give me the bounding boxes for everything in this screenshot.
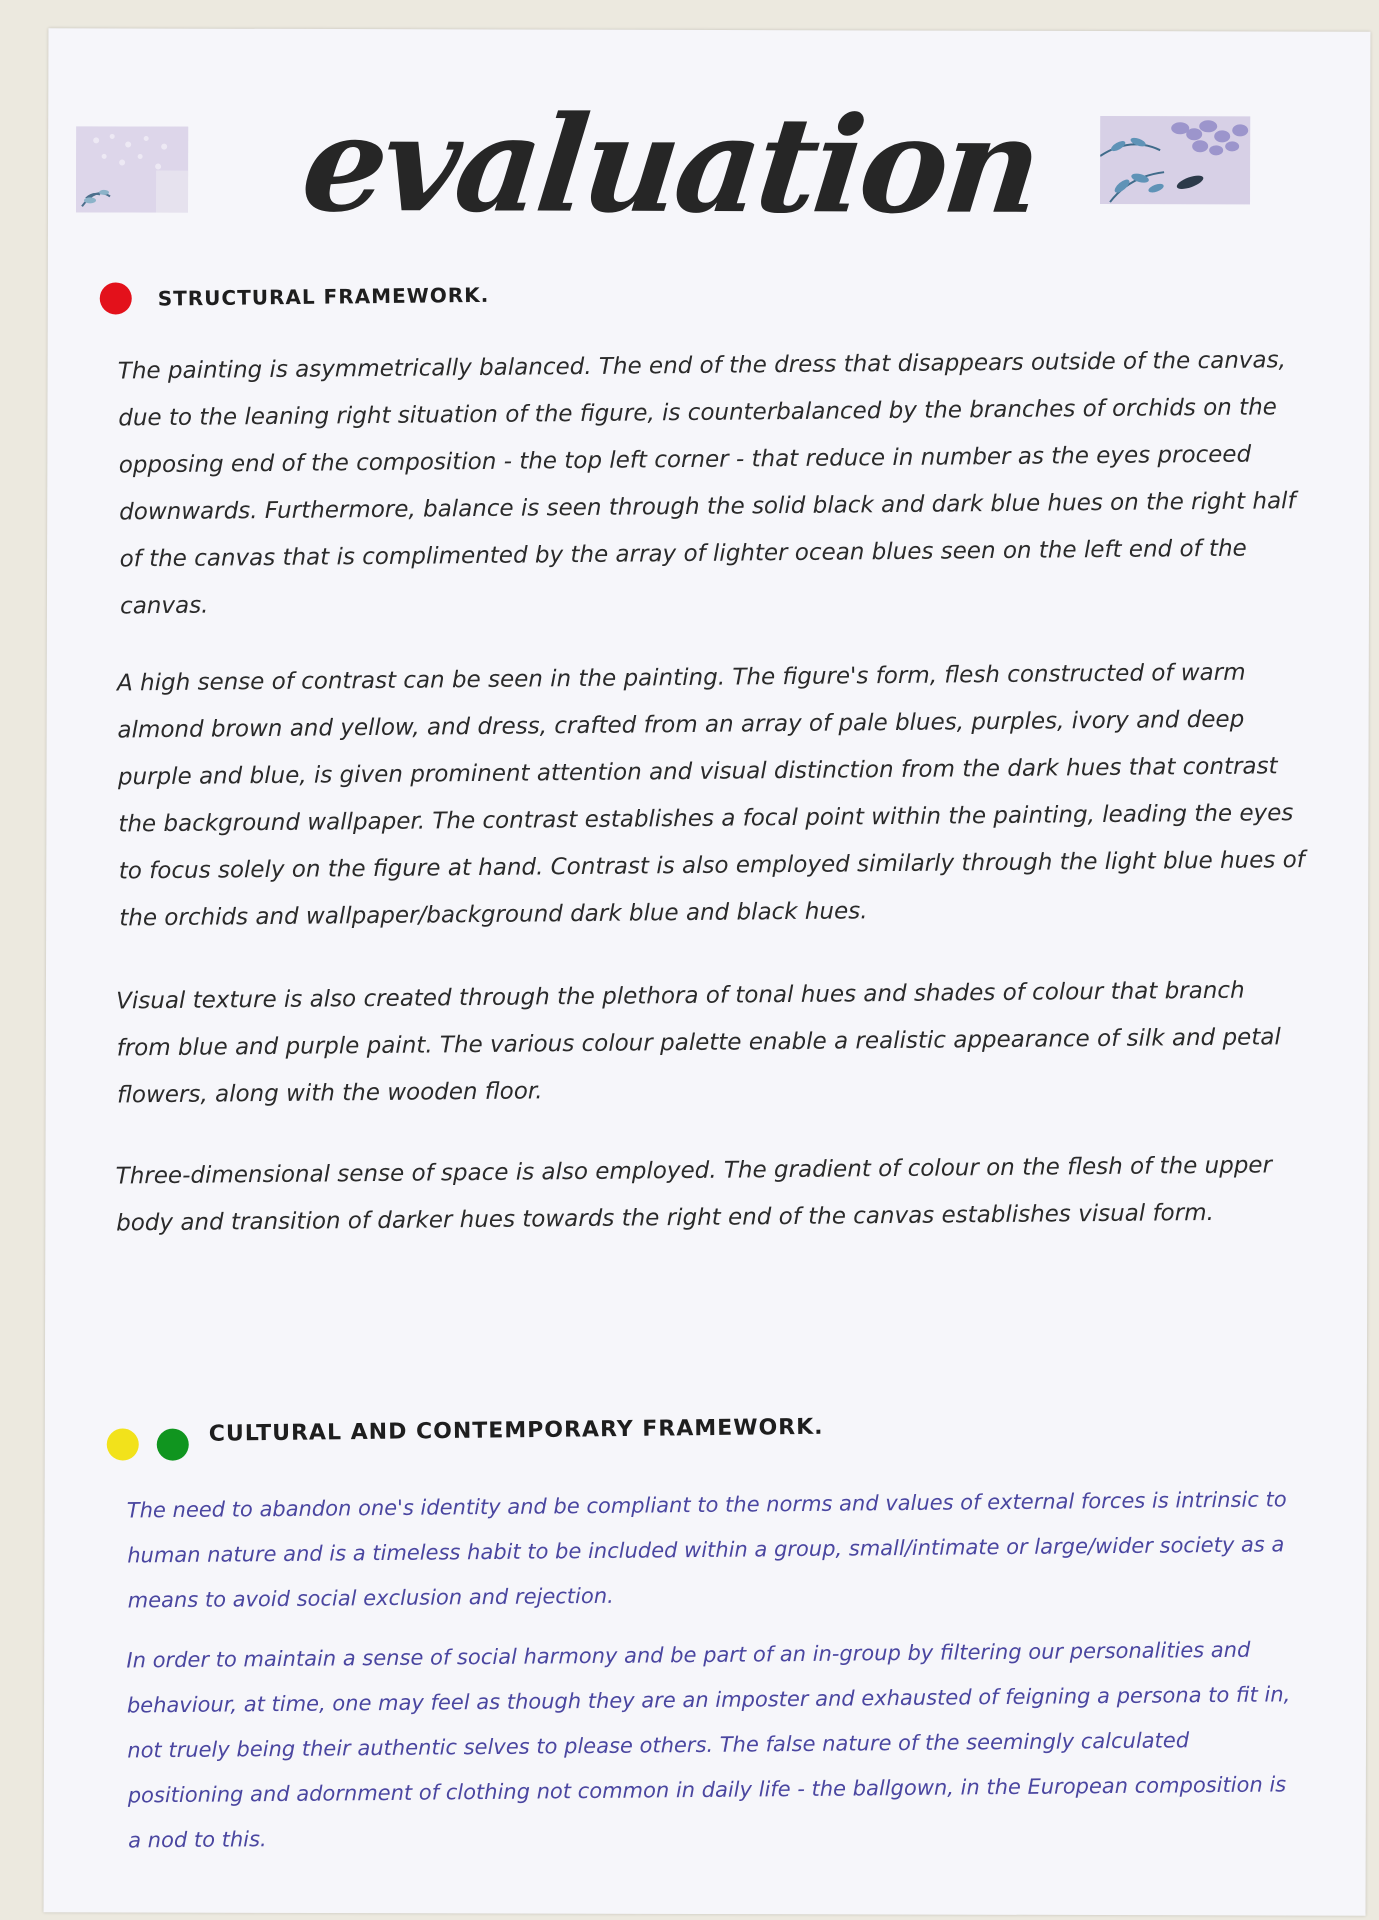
floral-collage-swatch-right — [1100, 116, 1250, 204]
structural-paragraph-balance: The painting is asymmetrically balanced. The end of the dress that disappears outside of the canvas, due to the leaning right situation of the figure, is counterbalanced by the branches of orchids on the opposing end of the composition - the top left corner - that reduce in number as the eyes proceed downwards. Furthermore, balance is seen through the solid black and dark blue hues on the right half of the canvas that is complimented by the array of lighter ocean blues seen on the left end of the canvas. — [117, 347, 1296, 620]
section-heading-cultural: CULTURAL AND CONTEMPORARY FRAMEWORK. — [208, 1414, 824, 1447]
structural-paragraph-texture: Visual texture is also created through the plethora of tonal hues and shades of colour that branch from blue and purple paint. The various colour palette enable a realistic appearance of silk and petal flowers, along with the wooden floor. — [116, 977, 1281, 1109]
yellow-dot-marker — [107, 1428, 139, 1460]
cultural-paragraph-identity: The need to abandon one's identity and be compliant to the norms and values of external forces is intrinsic to human nature and is a timeless habit to be included within a group, small/intimate or large/wider society as a means to avoid social exclusion and rejection. — [126, 1487, 1287, 1613]
red-dot-marker — [100, 282, 132, 314]
floral-collage-swatch-left — [76, 126, 188, 212]
cultural-paragraph-harmony: In order to maintain a sense of social harmony and be part of an in-group by filtering our personalities and behaviour, at time, one may feel as though they are an imposter and exhausted of feigning a persona to fit in, not truely being their authentic selves to please others. The false nature of the seemingly calculated positioning and adornment of clothing not common in daily life - the ballgown, in the European composition is a nod to this. — [126, 1637, 1291, 1853]
section-heading-structural: STRUCTURAL FRAMEWORK. — [157, 282, 490, 311]
floral-pattern-icon — [76, 126, 188, 212]
structural-paragraph-contrast: A high sense of contrast can be seen in the painting. The figure's form, flesh constructed of warm almond brown and yellow, and dress, crafted from an array of pale blues, purples, ivory and deep purple and blue, is given prominent attention and visual distinction from the dark hues that contrast the background wallpaper. The contrast establishes a focal point within the painting, leading the eyes to focus solely on the figure at hand. Contrast is also employed similarly through the light blue hues of the orchids and wallpaper/background dark blue and black hues. — [116, 659, 1305, 932]
wisteria-pattern-icon — [1100, 116, 1250, 204]
document-page — [44, 28, 1371, 1915]
structural-paragraph-space: Three-dimensional sense of space is also employed. The gradient of colour on the flesh of the upper body and transition of darker hues towards the right end of the canvas establishes visual form. — [115, 1152, 1273, 1237]
green-dot-marker — [157, 1429, 189, 1461]
page-title: evaluation — [295, 86, 1046, 244]
